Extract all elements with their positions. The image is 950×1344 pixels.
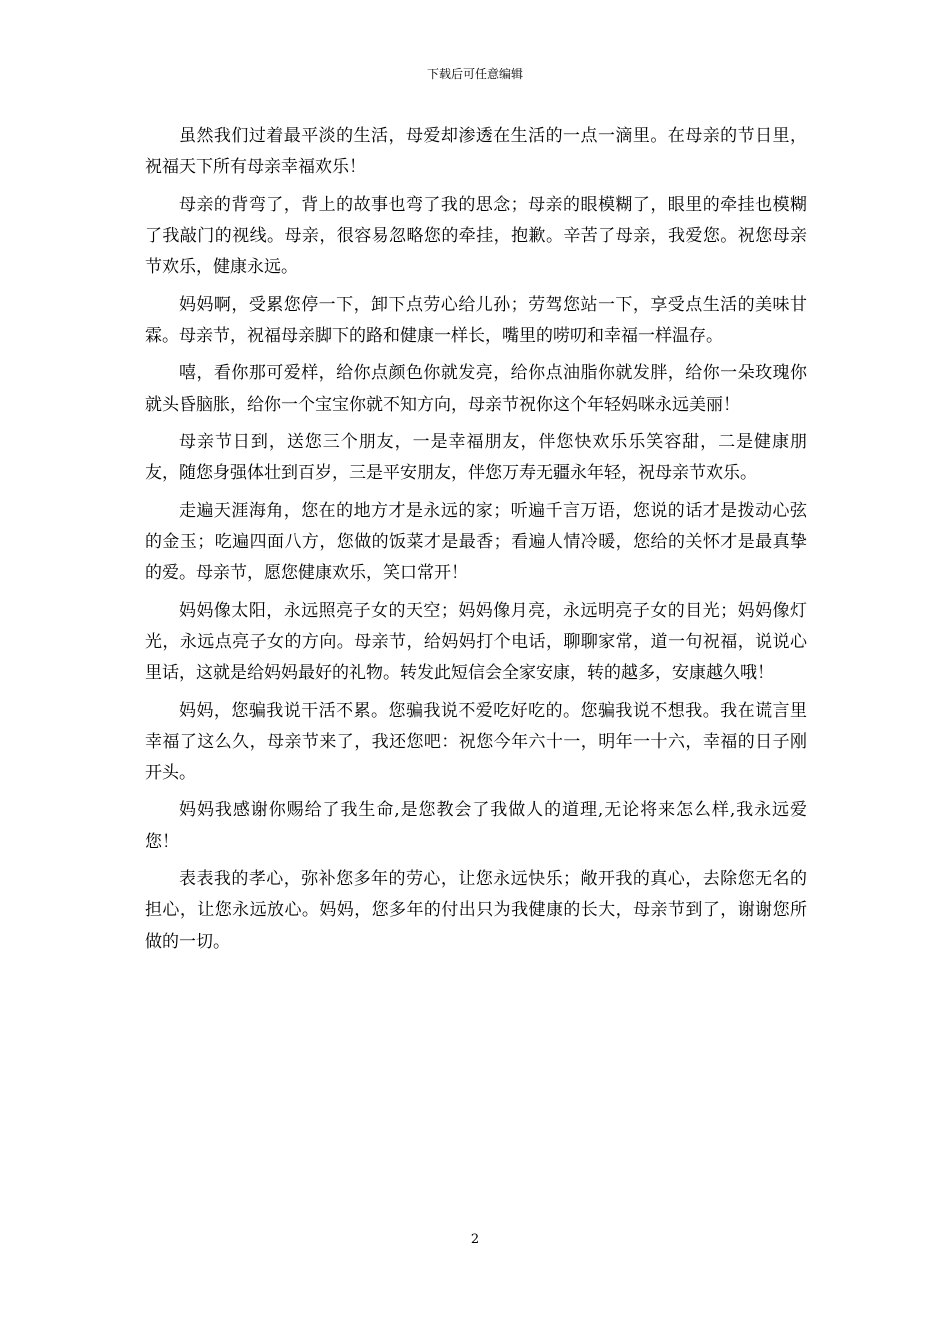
paragraph: 妈妈，您骗我说干活不累。您骗我说不爱吃好吃的。您骗我说不想我。我在谎言里幸福了这么久，母亲节来了，我还您吧：祝您今年六十一，明年一十六，幸福的日子刚开头。 <box>145 700 807 783</box>
paragraph: 表表我的孝心，弥补您多年的劳心，让您永远快乐；敞开我的真心，去除您无名的担心，让您永远放心。妈妈，您多年的付出只为我健康的长大，母亲节到了，谢谢您所做的一切。 <box>145 869 807 952</box>
paragraph: 妈妈像太阳，永远照亮子女的天空；妈妈像月亮，永远明亮子女的目光；妈妈像灯光，永远点亮子女的方向。母亲节，给妈妈打个电话，聊聊家常，道一句祝福，说说心里话，这就是给妈妈最好的礼物。转发此短信会全家安康，转的越多，安康越久哦！ <box>145 600 807 684</box>
document-body <box>145 121 807 964</box>
paragraph: 母亲的背弯了，背上的故事也弯了我的思念；母亲的眼模糊了，眼里的牵挂也模糊了我敲门的视线。母亲，很容易忽略您的牵挂，抱歉。辛苦了母亲，我爱您。祝您母亲节欢乐，健康永远。 <box>145 194 807 278</box>
paragraph: 妈妈啊，受累您停一下，卸下点劳心给儿孙；劳驾您站一下，享受点生活的美味甘霖。母亲节，祝福母亲脚下的路和健康一样长，嘴里的唠叨和幸福一样温存。 <box>145 294 807 346</box>
paragraph: 母亲节日到，送您三个朋友，一是幸福朋友，伴您快欢乐乐笑容甜，二是健康朋友，随您身强体壮到百岁，三是平安朋友，伴您万寿无疆永年轻，祝母亲节欢乐。 <box>145 432 807 484</box>
paragraph: 虽然我们过着最平淡的生活，母爱却渗透在生活的一点一滴里。在母亲的节日里，祝福天下所有母亲幸福欢乐！ <box>145 126 807 178</box>
paragraph: 嘻，看你那可爱样，给你点颜色你就发亮，给你点油脂你就发胖，给你一朵玫瑰你就头昏脑胀，给你一个宝宝你就不知方向，母亲节祝你这个年轻妈咪永远美丽！ <box>145 363 807 415</box>
paragraph: 走遍天涯海角，您在的地方才是永远的家；听遍千言万语，您说的话才是拨动心弦的金玉；吃遍四面八方，您做的饭菜才是最香；看遍人情冷暖，您给的关怀才是最真挚的爱。母亲节，愿您健康欢乐，笑口常开！ <box>145 500 807 584</box>
page-number: 2 <box>470 1232 480 1247</box>
paragraph: 妈妈我感谢你赐给了我生命,是您教会了我做人的道理,无论将来怎么样,我永远爱您！ <box>145 800 807 852</box>
page-header: 下载后可任意编辑 <box>426 67 523 81</box>
